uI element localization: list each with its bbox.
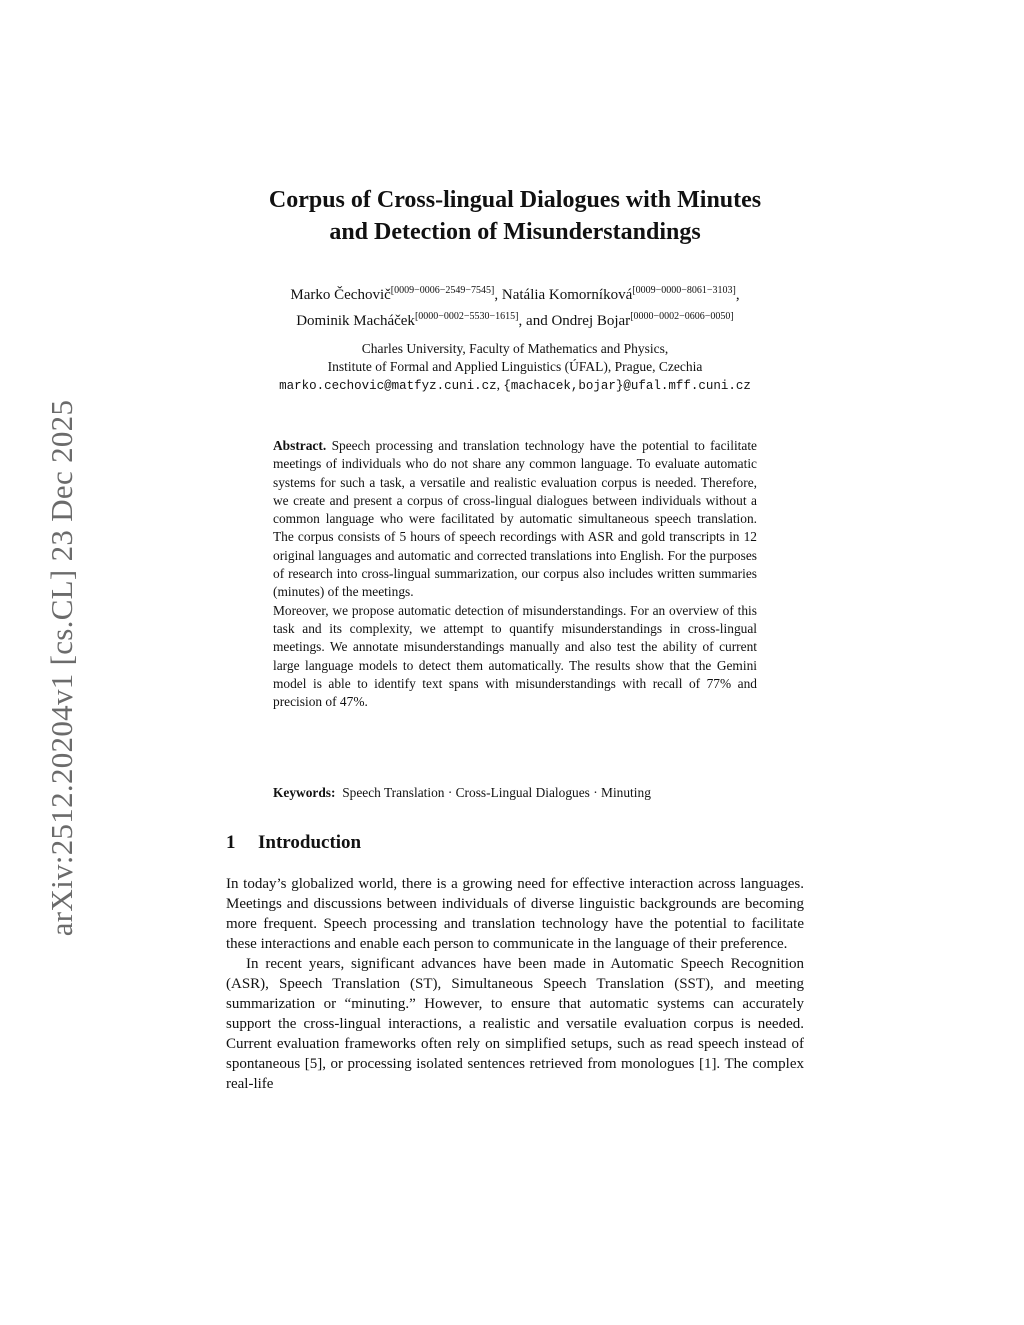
author-line-1	[180, 280, 850, 306]
author-orcid: [0009−0006−2549−7545]	[390, 285, 495, 296]
abstract-paragraph-1	[273, 437, 757, 602]
paper-title	[200, 184, 830, 248]
body-paragraph: In recent years, significant advances have been made in Automatic Speech Recognition (ASR), Speech Translation (ST), Simultaneous Speech Translation (SST), and meeting summarization or “minuting.” However, to ensure that automatic systems can accurately support the cross-lingual interactions, a realistic and versatile evaluation corpus is needed. Current evaluation frameworks often rely on simplified setups, such as read speech instead of spontaneous [5], or processing isolated sentences retrieved from monologues [1]. The complex real-life	[226, 956, 804, 1092]
author-separator: ,	[735, 287, 740, 303]
author-orcid: [0000−0002−5530−1615]	[414, 311, 519, 322]
abstract-paragraph-2: Moreover, we propose automatic detection of misunderstandings. For an overview of this task and its complexity, we attempt to quantify misunderstandings in cross-lingual meetings. We annotate misunderstandings manually and also test the ability of current large language models to detect them automatically. The results show that the Gemini model is able to identify text spans with misunderstandings with recall of 77% and precision of 47%.	[273, 602, 757, 710]
title-line-1: Corpus of Cross-lingual Dialogues with Minutes	[268, 187, 762, 213]
author-email: marko.cechovic@matfyz.cuni.cz	[279, 379, 497, 393]
author-email: {machacek,bojar}@ufal.mff.cuni.cz	[503, 379, 751, 393]
title-line-2: and Detection of Misunderstandings	[329, 219, 701, 245]
author-name: Ondrej Bojar	[551, 313, 631, 329]
abstract-label: Abstract.	[273, 438, 327, 453]
keywords-text: Speech Translation · Cross-Lingual Dialogues · Minuting	[342, 785, 651, 800]
author-orcid: [0009−0000−8061−3103]	[632, 285, 736, 296]
author-line-2	[180, 306, 850, 332]
affiliation-line-2: Institute of Formal and Applied Linguistics (ÚFAL), Prague, Czechia	[327, 359, 703, 374]
author-separator: , and	[518, 313, 552, 329]
affiliation-block	[180, 340, 850, 395]
email-line	[180, 376, 850, 395]
section-heading	[226, 832, 361, 854]
author-name: Dominik Macháček	[296, 313, 415, 329]
author-separator: ,	[494, 287, 502, 303]
abstract	[273, 437, 757, 711]
abstract-text: Speech processing and translation technology have the potential to facilitate meetings of individuals who do not share any common language. To evaluate automatic systems for such a task, a versatile and realistic evaluation corpus is needed. Therefore, we create and present a corpus of cross-lingual dialogues between individuals without a common language who were facilitated by automatic simultaneous speech translation. The corpus consists of 5 hours of speech recordings with ASR and gold transcripts in 12 original languages and automatic and corrected translations into English. For the purposes of research into cross-lingual summarization, our corpus also includes written summaries (minutes) of the meetings.	[273, 438, 757, 600]
section-title: Introduction	[258, 832, 362, 853]
keywords	[273, 784, 757, 802]
author-list	[180, 280, 850, 332]
arxiv-identifier-stamp: arXiv:2512.20204v1 [cs.CL] 23 Dec 2025	[44, 399, 79, 937]
body-text	[226, 874, 804, 1094]
affiliation-line-1: Charles University, Faculty of Mathematics and Physics,	[361, 341, 669, 356]
author-name: Marko Čechovič	[290, 287, 391, 303]
author-orcid: [0000−0002−0606−0050]	[630, 311, 734, 322]
section-number: 1	[226, 832, 236, 853]
email-separator: ,	[496, 377, 504, 392]
author-name: Natália Komorníková	[501, 287, 633, 303]
body-paragraph: In today’s globalized world, there is a growing need for effective interaction across languages. Meetings and discussions between individuals of diverse linguistic backgrounds are becoming more frequent. Speech processing and translation technology have the potential to facilitate these interactions and enable each person to communicate in the language of their preference.	[226, 876, 804, 952]
keywords-label: Keywords:	[273, 785, 336, 800]
